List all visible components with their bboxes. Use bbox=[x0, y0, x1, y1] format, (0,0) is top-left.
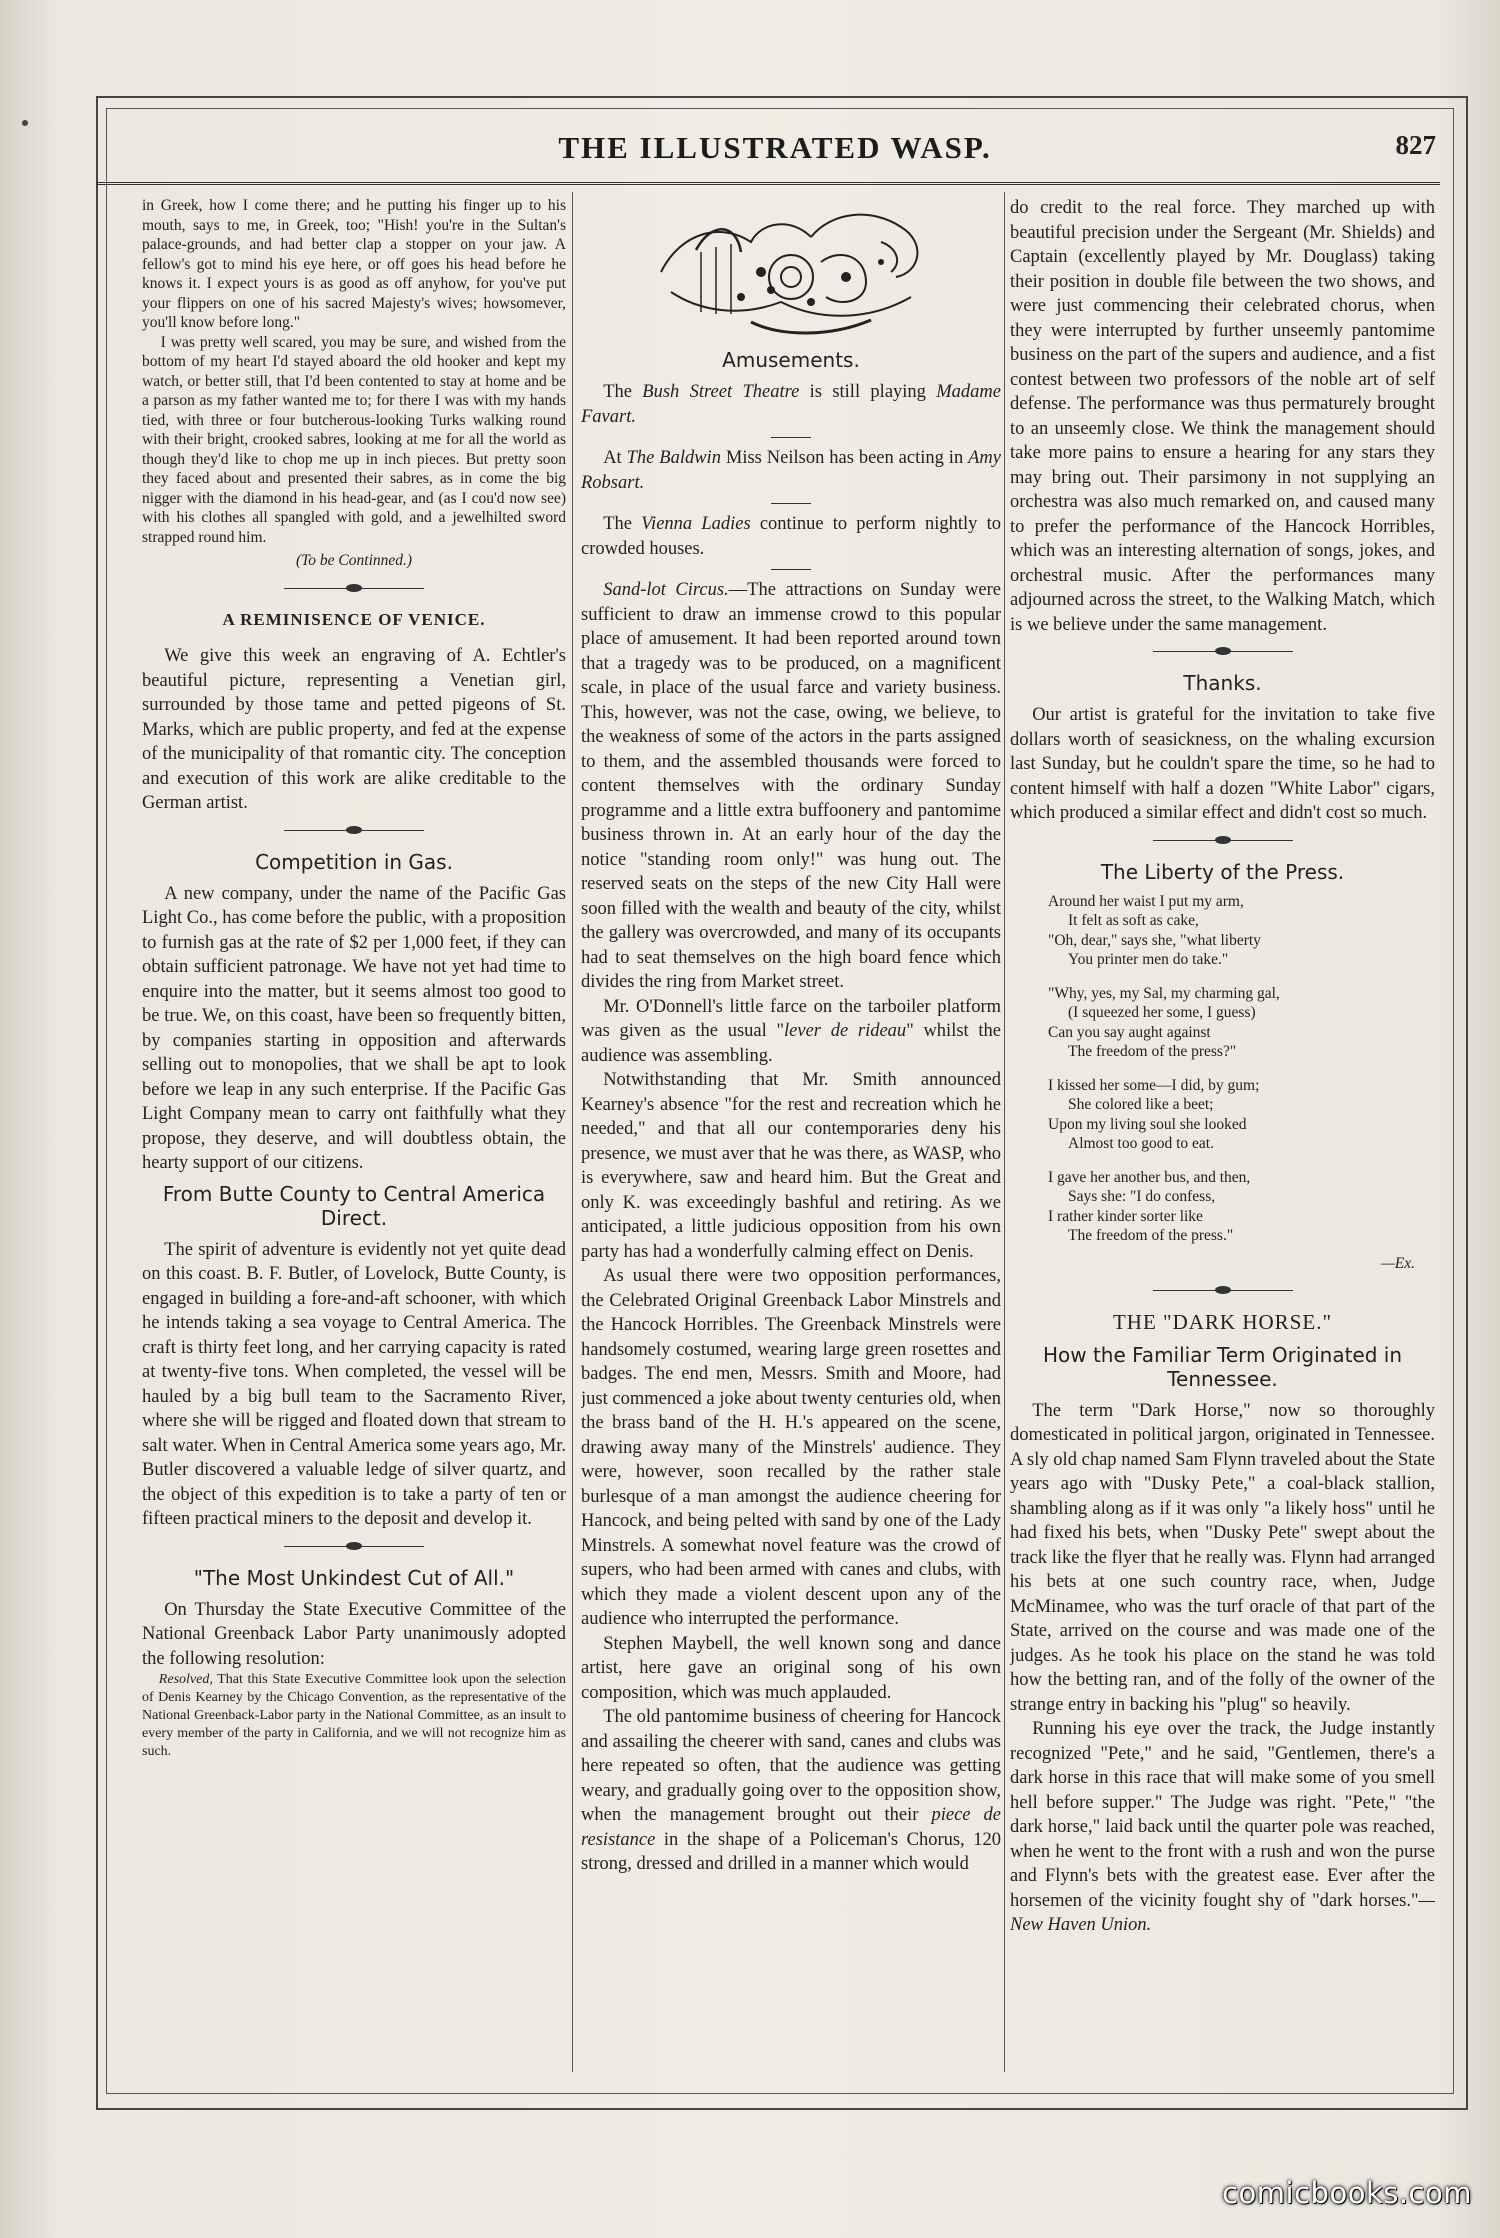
to-be-continued: (To be Continned.) bbox=[295, 552, 413, 569]
gas-paragraph: A new company, under the name of the Pacific Gas Light Co., has come before the public, with a proposition to furnish gas at the rate of $2 per 1,000 feet, if they can obtain sufficient patronage. We have not yet had time to enquire into the matter, but it seems almost too good to be true. We, on this coast, have been so frequently bitten, by companies starting in opposition and afterwards selling out to monopolies, that we shall be apt to look before we leap in any such enterprise. If the Pacific Gas Light Company mean to carry ont faithfully what they propose, they deserve, and will doubtless obtain, the hearty support of our citizens. bbox=[142, 883, 566, 1173]
unkindest-heading: "The Most Unkindest Cut of All." bbox=[193, 1565, 515, 1590]
french-phrase: piece de resistance bbox=[581, 1805, 1001, 1850]
column-middle bbox=[581, 196, 1001, 2066]
poem-line: I rather kinder sorter like bbox=[1048, 1207, 1203, 1225]
odonnell-paragraph bbox=[581, 995, 1001, 1069]
text-run: is still playing bbox=[799, 382, 937, 402]
site-watermark: comicbooks.com bbox=[1222, 2176, 1472, 2210]
dark-horse-heading: THE "DARK HORSE." bbox=[1112, 1310, 1333, 1334]
text-run: The bbox=[603, 382, 643, 402]
poem-line: I gave her another bus, and then, bbox=[1048, 1168, 1251, 1186]
column-right bbox=[1010, 196, 1435, 2066]
venice-heading: A REMINISENCE OF VENICE. bbox=[222, 609, 486, 629]
amusements-heading: Amusements. bbox=[722, 348, 860, 372]
smith-paragraph: Notwithstanding that Mr. Smith announced Kearney's absence "for the rest and recreation which he needed," and that all our contemporaries deny his presence, we must aver that he was there, as WASP, who is everywhere, saw and heard him. But the Great and only K. was exceedingly bashful and retiring. As we anticipated, a little judicious opposition from his own party has had a wonderfully calming effect on Denis. bbox=[581, 1070, 1001, 1262]
masthead-rule bbox=[96, 182, 1440, 185]
opposition-paragraph: As usual there were two opposition performances, the Celebrated Original Greenback Labor Minstrels and the Hancock Horribles. The Greenback Minstrels were handsomely costumed, wearing large green rosettes and badges. The end men, Messrs. Smith and Moore, had just commenced a joke about twenty centuries old, when the brass band of the H. H.'s appeared on the scene, drawing away many of the Minstrels' audience. They were, however, soon recalled by the rather stale burlesque of a man amongst the audience cheering for Hancock, and being pelted with sand by one of the Lady Minstrels. A somewhat novel feature was the crowd of supers, who had been armed with canes and clubs, with which they made a violent descent upon any of the audience who interrupted the performance. bbox=[581, 1266, 1001, 1629]
unkindest-paragraph: On Thursday the State Executive Committee of the National Greenback Labor Party unanimously adopted the following resolution: bbox=[142, 1599, 566, 1669]
pantomime-paragraph bbox=[581, 1705, 1001, 1877]
poem-line: The freedom of the press?" bbox=[1068, 1043, 1237, 1060]
gas-heading: Competition in Gas. bbox=[255, 849, 453, 874]
column-rule bbox=[572, 192, 573, 2072]
butte-heading: From Butte County to Central America Direct. bbox=[162, 1181, 546, 1230]
french-phrase: lever de rideau bbox=[784, 1021, 907, 1041]
column-left bbox=[142, 196, 566, 2066]
source-credit: —New Haven Union. bbox=[1010, 1890, 1435, 1935]
poem-line: I kissed her some—I did, by gum; bbox=[1048, 1076, 1260, 1094]
text-run: At bbox=[603, 448, 627, 468]
poem-line: Around her waist I put my arm, bbox=[1048, 892, 1244, 910]
dark-horse-paragraph: The term "Dark Horse," now so thoroughly domesticated in political jargon, originated in Tennessee. A sly old chap named Sam Flynn traveled about the State years ago with "Dusky Pete," a coal-black stallion, shambling along as if it was only "a likely hoss" until he had fixed his bets, when "Dusky Pete" swept about the track like the flyer that he really was. Flynn had arranged his bets at one such country race, when, Judge McMinamee, who was the turf oracle of that part of the State, arrived on the course and was made one of the judges. As he took his place on the stand he was told how the betting ran, and of the folly of the owner of the strange entry in backing his "plug" so heavily. bbox=[1010, 1400, 1435, 1715]
story-paragraph: I was pretty well scared, you may be sure, and wished from the bottom of my heart I'd stayed aboard the old hooker and kept my watch, or better still, that I'd been contented to stay at home and be a parson as my father wanted me to; for there I was with my hands tied, with three or four butcherous-looking Turks walking round with their bright, crooked sabres, looking at me for all the world as though they'd like to chop me up in inch pieces. But pretty soon they faced about and presented their sabres, as in come the big nigger with the diamond in his head-gear, and (as I cou'd now see) with his clothes all spangled with gold, and a jewelhilted sword strapped round him. bbox=[142, 333, 566, 546]
vienna-notice bbox=[581, 512, 1001, 561]
resolved-label: Resolved, bbox=[158, 1672, 213, 1687]
text-run: —The attractions on Sunday were sufficient to draw an immense crowd to this popular place of amusement. It had been reported around town that a tragedy was to be produced, on a magnificent scale, in place of the usual farce and variety business. This, however, was not the case, owing, we believe, to the weakness of some of the actors in the parts assigned to them, and the assembled thousands were forced to content themselves with the ordinary Sunday programme and a little extra buffoonery and pantomime business thrown in. At an early hour of the day the notice "standing room only!" was hung out. The reserved seats on the steps of the new City Hall were soon filled with the wealth and beauty of the city, whilst the gallery was overcrowded, and many of its occupants had to seat themselves on the high board fence which divides the ring from Market street. bbox=[581, 580, 1001, 992]
poem-line: Upon my living soul she looked bbox=[1048, 1115, 1247, 1133]
text-run: The old pantomime business of cheering for Hancock and assailing the cheerer with sand, canes and clubs was here repeated so often, that the audience was getting weary, and gradually going over to the opposition show, when the management brought out their bbox=[581, 1707, 1001, 1825]
sandlot-paragraph bbox=[581, 578, 1001, 995]
short-rule bbox=[771, 437, 811, 438]
poem-line: She colored like a beet; bbox=[1068, 1096, 1214, 1113]
amusements-ornament-illustration bbox=[641, 202, 941, 342]
short-rule bbox=[771, 503, 811, 504]
masthead bbox=[110, 130, 1440, 170]
play-title: Amy Robsart. bbox=[581, 448, 1001, 493]
resolution-text bbox=[142, 1671, 566, 1761]
poem bbox=[1048, 892, 1435, 1246]
baldwin-notice bbox=[581, 446, 1001, 495]
text-run: Miss Neilson has been acting in bbox=[720, 448, 969, 468]
theatre-name: The Baldwin bbox=[626, 448, 721, 468]
poem-line: "Why, yes, my Sal, my charming gal, bbox=[1048, 984, 1280, 1002]
troupe-name: Vienna Ladies bbox=[641, 514, 751, 534]
section-divider bbox=[284, 584, 424, 594]
dark-horse-paragraph-2 bbox=[1010, 1717, 1435, 1938]
poem-line: You printer men do take." bbox=[1068, 951, 1229, 968]
page-number: 827 bbox=[1395, 130, 1436, 160]
sandlot-title: Sand-lot Circus. bbox=[603, 580, 729, 600]
bush-street-notice bbox=[581, 380, 1001, 429]
play-title: Madame Favart. bbox=[581, 382, 1001, 427]
poem-credit: —Ex. bbox=[1380, 1254, 1415, 1272]
thanks-paragraph: Our artist is grateful for the invitation to take five dollars worth of seasickness, on the whaling excursion last Sunday, but he couldn't spare the time, so he had to content himself with half a dozen "White Labor" cigars, which produced a similar effect and didn't cost so much. bbox=[1010, 705, 1435, 823]
poem-line: "Oh, dear," says she, "what liberty bbox=[1048, 931, 1261, 949]
circus-continuation: do credit to the real force. They marched up with beautiful precision under the Sergeant (Mr. Shields) and Captain (excellently played by Mr. Douglass) taking their position in double file between the two shows, and were just commencing their celebrated chorus, when they were interrupted by further unseemly pantomime business on the part of the supers and audience, and a fist contest between two professors of the noble art of self defense. The performance was thus permaturely brought to an unseemly close. We think the management should take more pains to ensure a hearing for any stars they may bring out. Their parsimony in not supplying an orchestra was also much remarked on, and caused many to prefer the performance of the Hancock Horribles, which was an interesting alternation of songs, jokes, and orchestral music. After the performances many adjourned across the street, to the Walking Match, which is we believe under the same management. bbox=[1010, 198, 1435, 635]
poem-line: (I squeezed her some, I guess) bbox=[1068, 1004, 1256, 1021]
section-divider bbox=[1153, 1286, 1293, 1296]
poem-line: It felt as soft as cake, bbox=[1068, 912, 1199, 929]
short-rule bbox=[771, 569, 811, 570]
poem-line: The freedom of the press." bbox=[1068, 1227, 1234, 1244]
venice-paragraph: We give this week an engraving of A. Echtler's beautiful picture, representing a Venetian girl, surrounded by those tame and petted pigeons of St. Marks, which are public property, and fed at the expense of the municipality of that romantic city. The conception and execution of this work are alike creditable to the German artist. bbox=[142, 646, 566, 813]
story-continuation: in Greek, how I come there; and he putting his finger up to his mouth, says to me, in Greek, too; "Hish! you're in the Sultan's palace-grounds, and had better clap a stopper on your jaw. A fellow's got to mind his eye here, or off goes his head before he knows it. I expect yours is as good as off anyhow, for you've put your flippers on one of his sacred Majesty's wives; howsomever, you'll know before long." bbox=[142, 197, 566, 331]
theatre-name: Bush Street Theatre bbox=[642, 382, 800, 402]
poem-line: Can you say aught against bbox=[1048, 1023, 1211, 1041]
thanks-heading: Thanks. bbox=[1183, 671, 1262, 695]
poem-line: Almost too good to eat. bbox=[1068, 1135, 1214, 1152]
section-divider bbox=[284, 1542, 424, 1552]
liberty-heading: The Liberty of the Press. bbox=[1100, 859, 1345, 884]
masthead-title: THE ILLUSTRATED WASP. bbox=[558, 130, 992, 165]
text-run: Running his eye over the track, the Judge instantly recognized "Pete," and he said, "Gentlemen, there's a dark horse in this race that will make some of you smell hell before supper." The Judge was right. "Pete," "the dark horse," laid back until the quarter pole was reached, when he went to the front with a rush and won the purse and Flynn's bets with the greatest ease. Ever after the horsemen of the vicinity fought shy of "dark horses." bbox=[1010, 1719, 1435, 1911]
poem-line: Says she: "I do confess, bbox=[1068, 1188, 1216, 1205]
section-divider bbox=[1153, 647, 1293, 657]
maybell-paragraph: Stephen Maybell, the well known song and dance artist, here gave an original song of his own composition, which was much applauded. bbox=[581, 1633, 1001, 1703]
resolution-body: That this State Executive Committee look upon the selection of Denis Kearney by the Chicago Convention, as the representative of the National Greenback-Labor party in the National Committee, as an insult to every member of the party in California, and we will not recognize him as such. bbox=[142, 1672, 566, 1759]
text-run: in the shape of a Policeman's Chorus, 120 strong, dressed and drilled in a manner which would bbox=[581, 1829, 1001, 1874]
butte-paragraph: The spirit of adventure is evidently not yet quite dead on this coast. B. F. Butler, of Lovelock, Butte County, is engaged in building a fore-and-aft schooner, with which he intends taking a sea voyage to Central America. The craft is thirty feet long, and her carrying capacity is rated at twenty-five tons. When completed, the vessel will be hauled by a big bull team to the Sacramento River, where she will be rigged and floated down that stream to salt water. When in Central America some years ago, Mr. Butler discovered a valuable ledge of silver quartz, and the object of this expedition is to take a party of ten or fifteen practical miners to the deposit and develop it. bbox=[142, 1239, 566, 1529]
text-run: The bbox=[603, 514, 642, 534]
text-run: continue to perform nightly to crowded houses. bbox=[581, 514, 1001, 559]
section-divider bbox=[284, 826, 424, 836]
dark-horse-subheading: How the Familiar Term Originated in Tennessee. bbox=[1042, 1342, 1403, 1391]
scan-speck bbox=[22, 120, 28, 126]
section-divider bbox=[1153, 836, 1293, 846]
column-rule bbox=[1004, 192, 1005, 2072]
text-run: Mr. O'Donnell's little farce on the tarboiler platform was given as the usual " bbox=[581, 996, 1001, 1041]
text-run: " whilst the audience was assembling. bbox=[581, 1021, 1001, 1066]
